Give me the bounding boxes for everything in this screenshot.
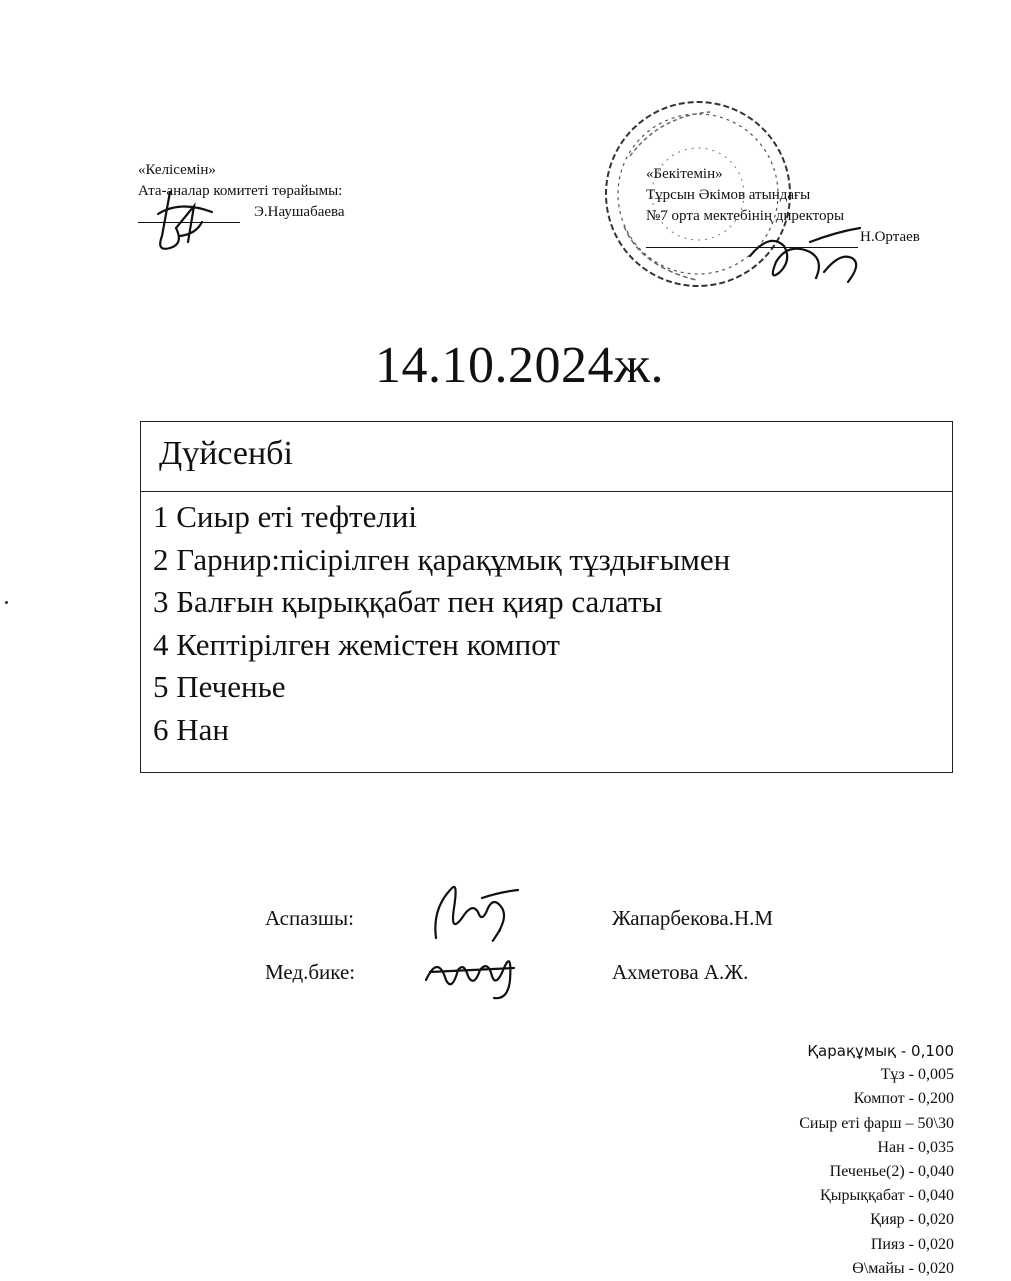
nurse-signature-row <box>265 952 865 1006</box>
menu-item: 6 Нан <box>153 711 229 747</box>
cook-signature-row <box>265 898 865 952</box>
menu-item: 4 Кептірілген жемістен компот <box>153 626 560 662</box>
scan-dot <box>5 601 8 604</box>
menu-items-list <box>141 492 952 751</box>
approval-right-name: Н.Ортаев <box>860 229 920 245</box>
approval-right-position: Тұрсын Әкімов атындағы <box>646 187 811 203</box>
ingredient-line: Сиыр еті фарш – 50\30 <box>799 1114 954 1132</box>
ingredients-list <box>799 1039 954 1281</box>
menu-day-header: Дүйсенбі <box>141 422 952 492</box>
approval-left-position: Ата-аналар комитеті төрайымы: <box>138 183 343 199</box>
nurse-role-label: Мед.бике: <box>265 960 356 984</box>
committee-signature-icon <box>150 186 220 258</box>
menu-item: 3 Балғын қырыққабат пен қияр салаты <box>153 584 663 619</box>
director-signature-icon <box>740 212 880 292</box>
cook-signature-icon <box>422 878 532 948</box>
ingredient-line: Нан - 0,035 <box>877 1138 954 1156</box>
ingredient-line: Пияз - 0,020 <box>870 1235 954 1253</box>
cook-name: Жапарбекова.Н.М <box>612 906 774 930</box>
signatures-block <box>265 898 865 1006</box>
ingredient-line: Қырыққабат - 0,040 <box>820 1187 954 1205</box>
approval-right-heading: «Бекітемін» <box>646 166 723 182</box>
approval-left-name: Э.Наушабаева <box>254 204 345 220</box>
menu-item: 2 Гарнир:пісірілген қарақұмық тұздығымен <box>153 541 731 577</box>
menu-table <box>140 421 953 773</box>
ingredient-line: Печенье(2) - 0,040 <box>829 1163 954 1181</box>
approval-left-heading: «Келісемін» <box>138 162 216 178</box>
cook-role-label: Аспазшы: <box>265 906 354 930</box>
ingredient-line: Қияр - 0,020 <box>870 1211 954 1229</box>
ingredient-line: Тұз - 0,005 <box>880 1066 954 1084</box>
nurse-signature-icon <box>418 940 528 1004</box>
ingredient-line: Компот - 0,200 <box>853 1090 954 1108</box>
ingredient-line: Қарақұмық - 0,100 <box>807 1042 954 1060</box>
nurse-name: Ахметова А.Ж. <box>612 960 749 984</box>
menu-item: 5 Печенье <box>153 669 286 704</box>
approval-right-school: №7 орта мектебінің директоры <box>646 208 845 224</box>
menu-item: 1 Сиыр еті тефтелиі <box>153 499 418 534</box>
page-title: 14.10.2024ж. <box>375 337 664 394</box>
ingredient-line: Ө\майы - 0,020 <box>852 1259 954 1277</box>
